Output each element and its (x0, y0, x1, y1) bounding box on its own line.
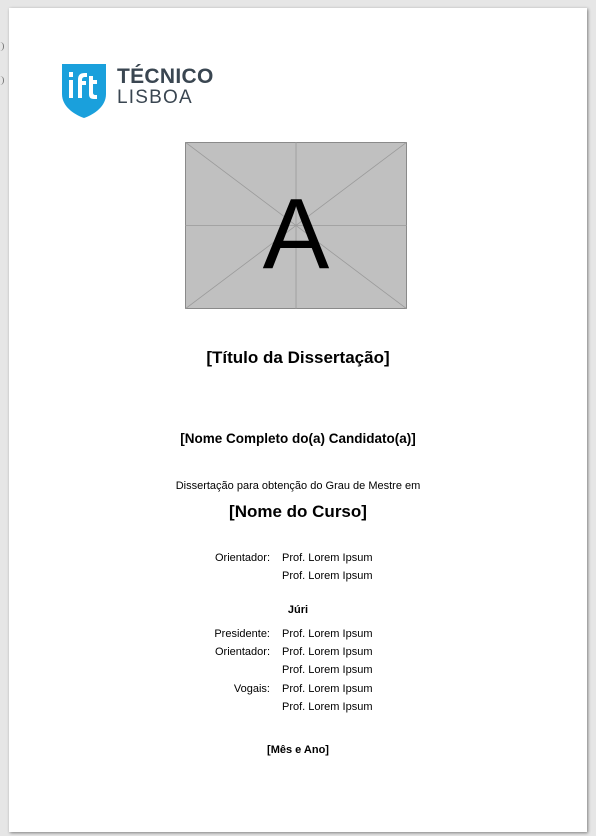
candidate-name: [Nome Completo do(a) Candidato(a)] (180, 431, 416, 446)
person-name: Prof. Lorem Ipsum (282, 646, 373, 658)
document-page (9, 8, 587, 832)
person-name: Prof. Lorem Ipsum (282, 664, 373, 676)
thesis-title: [Título da Dissertação] (206, 348, 390, 367)
person-name: Prof. Lorem Ipsum (282, 683, 373, 695)
logo-line2: LISBOA (117, 87, 193, 108)
logo-wordmark (117, 66, 214, 107)
jury-row (9, 646, 587, 660)
role-label: Orientador: (214, 552, 270, 564)
role-label: Presidente: (214, 628, 270, 640)
role-label: Orientador: (214, 646, 270, 658)
ist-shield-icon (61, 63, 107, 119)
person-name: Prof. Lorem Ipsum (282, 701, 373, 713)
jury-row (9, 628, 587, 642)
jury-row (9, 683, 587, 697)
course-name: [Nome do Curso] (229, 502, 367, 521)
role-label: Vogais: (233, 683, 270, 695)
edge-mark (0, 42, 4, 51)
supervisor-row (9, 570, 587, 584)
jury-row (9, 664, 587, 678)
jury-row (9, 701, 587, 715)
image-placeholder (185, 142, 407, 309)
placeholder-letter: A (262, 178, 330, 290)
supervisor-row (9, 552, 587, 566)
date-text: [Mês e Ano] (267, 744, 329, 756)
logo-line1: TÉCNICO (117, 65, 214, 88)
jury-heading: Júri (287, 604, 309, 616)
degree-text: Dissertação para obtenção do Grau de Mestre em (175, 480, 421, 492)
person-name: Prof. Lorem Ipsum (282, 552, 373, 564)
person-name: Prof. Lorem Ipsum (282, 570, 373, 582)
person-name: Prof. Lorem Ipsum (282, 628, 373, 640)
edge-mark (0, 76, 4, 85)
ist-logo (61, 63, 221, 123)
